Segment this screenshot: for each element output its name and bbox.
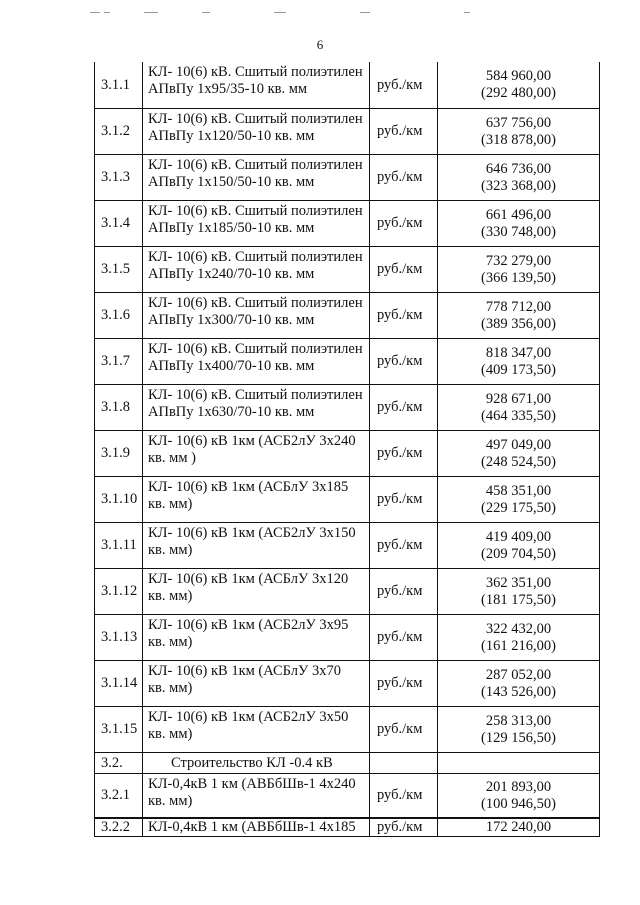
row-unit: руб./км [370, 523, 438, 568]
row-price: 637 756,00 (318 878,00) [481, 114, 556, 148]
row-number: 3.2.2 [95, 819, 143, 836]
row-number: 3.1.8 [95, 385, 143, 430]
row-price: 322 432,00 (161 216,00) [481, 620, 556, 654]
row-unit: руб./км [370, 385, 438, 430]
row-price: 497 049,00 (248 524,50) [481, 436, 556, 470]
row-price: 732 279,00 (366 139,50) [481, 252, 556, 286]
row-number: 3.1.10 [95, 477, 143, 522]
row-description: КЛ- 10(6) кВ. Сшитый полиэтилен АПвПу 1х240/70-10 кв. мм [143, 247, 370, 292]
table-row [95, 246, 599, 292]
table-row [95, 614, 599, 660]
row-price: 419 409,00 (209 704,50) [481, 528, 556, 562]
row-description: КЛ- 10(6) кВ. Сшитый полиэтилен АПвПу 1х300/70-10 кв. мм [143, 293, 370, 338]
row-description: КЛ-0,4кВ 1 км (АВБбШв-1 4х185 [143, 819, 370, 836]
row-number: 3.1.6 [95, 293, 143, 338]
row-price: 458 351,00 (229 175,50) [481, 482, 556, 516]
row-description: КЛ- 10(6) кВ. Сшитый полиэтилен АПвПу 1х150/50-10 кв. мм [143, 155, 370, 200]
table-row [95, 108, 599, 154]
table-row [95, 200, 599, 246]
row-description: КЛ- 10(6) кВ. Сшитый полиэтилен АПвПу 1х95/35-10 кв. мм [143, 62, 370, 108]
row-description: КЛ- 10(6) кВ 1км (АСБлУ 3х70 кв. мм) [143, 661, 370, 706]
table-row [95, 476, 599, 522]
table-row [95, 338, 599, 384]
table-row [95, 430, 599, 476]
row-number: 3.1.9 [95, 431, 143, 476]
scan-artifacts [90, 3, 570, 13]
row-price: 661 496,00 (330 748,00) [481, 206, 556, 240]
row-description: КЛ- 10(6) кВ. Сшитый полиэтилен АПвПу 1х630/70-10 кв. мм [143, 385, 370, 430]
row-number: 3.1.7 [95, 339, 143, 384]
row-unit: руб./км [370, 155, 438, 200]
row-price: 172 240,00 [485, 819, 552, 835]
table-row [95, 292, 599, 338]
row-description: КЛ- 10(6) кВ 1км (АСБ2лУ 3х240 кв. мм ) [143, 431, 370, 476]
table-row [95, 773, 599, 817]
row-number: 3.1.13 [95, 615, 143, 660]
section-title: Строительство КЛ -0.4 кВ [143, 753, 370, 773]
row-unit: руб./км [370, 569, 438, 614]
row-price: 287 052,00 (143 526,00) [481, 666, 556, 700]
row-price: 928 671,00 (464 335,50) [481, 390, 556, 424]
row-description: КЛ- 10(6) кВ. Сшитый полиэтилен АПвПу 1х185/50-10 кв. мм [143, 201, 370, 246]
row-price: 258 313,00 (129 156,50) [481, 712, 556, 746]
row-unit: руб./км [370, 431, 438, 476]
row-number: 3.1.14 [95, 661, 143, 706]
row-unit: руб./км [370, 293, 438, 338]
row-unit: руб./км [370, 339, 438, 384]
row-unit: руб./км [370, 201, 438, 246]
row-unit: руб./км [370, 477, 438, 522]
row-price: 778 712,00 (389 356,00) [481, 298, 556, 332]
row-description: КЛ- 10(6) кВ. Сшитый полиэтилен АПвПу 1х400/70-10 кв. мм [143, 339, 370, 384]
page-number: 6 [316, 37, 324, 52]
row-price: 362 351,00 (181 175,50) [481, 574, 556, 608]
row-number: 3.1.12 [95, 569, 143, 614]
table-row [95, 568, 599, 614]
table-row [95, 817, 599, 836]
row-description: КЛ- 10(6) кВ 1км (АСБ2лУ 3х150 кв. мм) [143, 523, 370, 568]
section-unit-empty [370, 753, 438, 773]
row-number: 3.1.1 [95, 62, 143, 108]
section-price-empty [438, 753, 599, 773]
price-table [94, 62, 600, 837]
row-number: 3.1.15 [95, 707, 143, 752]
row-price: 201 893,00 (100 946,50) [481, 778, 556, 812]
row-description: КЛ- 10(6) кВ 1км (АСБ2лУ 3х95 кв. мм) [143, 615, 370, 660]
row-price: 584 960,00 (292 480,00) [481, 68, 556, 101]
row-number: 3.1.3 [95, 155, 143, 200]
table-row [95, 522, 599, 568]
table-row [95, 384, 599, 430]
table-row [95, 706, 599, 752]
row-unit: руб./км [370, 109, 438, 154]
row-number: 3.2.1 [95, 774, 143, 817]
table-row [95, 660, 599, 706]
row-unit: руб./км [370, 62, 438, 108]
row-number: 3.1.5 [95, 247, 143, 292]
row-unit: руб./км [370, 661, 438, 706]
section-number: 3.2. [95, 753, 143, 773]
row-description: КЛ-0,4кВ 1 км (АВБбШв-1 4х240 кв. мм) [143, 774, 370, 817]
section-header-row [95, 752, 599, 773]
row-number: 3.1.2 [95, 109, 143, 154]
row-price: 818 347,00 (409 173,50) [481, 344, 556, 378]
row-number: 3.1.11 [95, 523, 143, 568]
row-number: 3.1.4 [95, 201, 143, 246]
row-description: КЛ- 10(6) кВ 1км (АСБлУ 3х185 кв. мм) [143, 477, 370, 522]
row-unit: руб./км [370, 247, 438, 292]
row-unit: руб./км [370, 819, 438, 836]
table-row [95, 154, 599, 200]
row-description: КЛ- 10(6) кВ 1км (АСБ2лУ 3х50 кв. мм) [143, 707, 370, 752]
row-unit: руб./км [370, 774, 438, 817]
row-description: КЛ- 10(6) кВ 1км (АСБлУ 3х120 кв. мм) [143, 569, 370, 614]
row-price: 646 736,00 (323 368,00) [481, 160, 556, 194]
table-row [95, 62, 599, 108]
row-description: КЛ- 10(6) кВ. Сшитый полиэтилен АПвПу 1х120/50-10 кв. мм [143, 109, 370, 154]
row-unit: руб./км [370, 707, 438, 752]
row-unit: руб./км [370, 615, 438, 660]
